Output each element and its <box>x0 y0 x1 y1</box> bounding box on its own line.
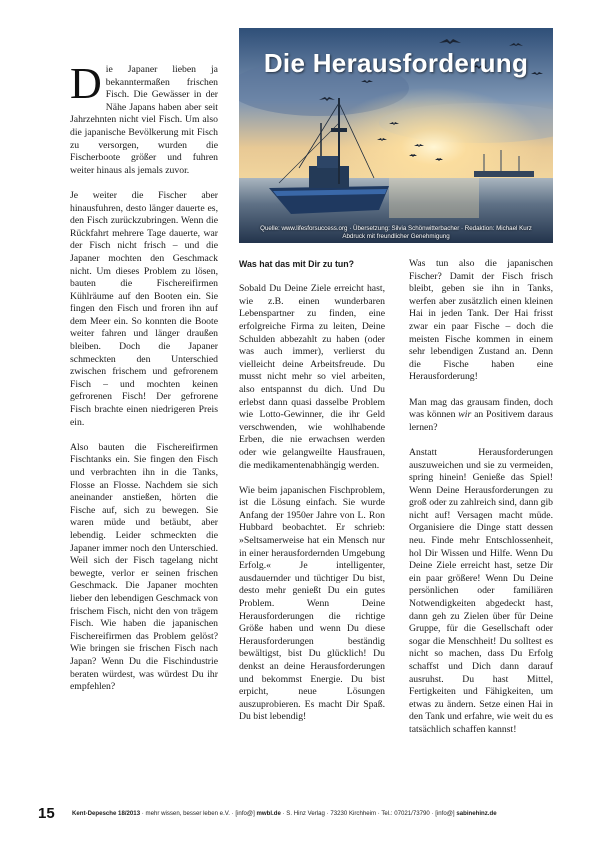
image-credit: Quelle: www.lifesforsuccess.org · Übersetzung: Silvia Schönwitterbacher · Redaktion: Michael Kurz Abdruck mit freundlicher Genehmigung <box>260 225 532 240</box>
article-column-2 <box>239 258 385 813</box>
paragraph: Was tun also die japanischen Fischer? Damit der Fisch frisch bleibt, geben sie ihn in Tanks, werfen aber zusätzlich einen kleinen Hai in jeden Tank. Der Hai frisst zwar ein paar Fische – doch die meisten Fische kommen in einem sehr lebendigen Zustand an. Denn die Fische haben eine Herausforderung! <box>409 258 553 383</box>
footer-link-mwbl[interactable]: mwbl.de <box>256 810 281 817</box>
paragraph: Wie beim japanischen Fischproblem, ist die Lösung einfach. Sie wurde Anfang der 1950er Jahre von L. Ron Hubbard beobachtet. Er schrieb: »Seltsamerweise hat ein Mensch nur in einer herausfordernden Umgebung Erfolg.« Je intelligenter, ausdauernder und tüchtiger Du bist, desto mehr genießt Du ein gutes Problem. Wenn Deine Herausforderungen die richtige Größe haben und wenn Du diese Herausforderungen beständig bewältigst, bist Du glücklich! Du denkst an deine Herausforderungen und bekommst Energie. Du bist erpicht, neue Lösungen auszuprobieren. Es macht Dir Spaß. Du bist lebendig! <box>239 484 385 723</box>
hero-image <box>239 28 553 243</box>
paragraph: Also bauten die Fischereifirmen Fischtanks ein. Sie fingen den Fisch und verbrachten ihn in die Tanks, Flosse an Flosse. Nachdem sie sich aneinander anstießen, hörten die Fische auf, sich zu bewegen. Sie waren müde und betäubt, aber lebendig. Leider schmeckten die Japaner immer noch den Unterschied. Weil sich der Fisch tagelang nicht bewegte, verlor er seinen frischen Geschmack. Die Japaner mochten lieber den lebendigen Geschmack von frischem Fisch, nicht den von trägem Fisch. Wie haben die japanischen Fischereifirmen das Problem gelöst? Wie bringen sie frischen Fisch nach Japan? Wenn Du die Fischindustrie beraten würdest, was würdest Du ihr empfehlen? <box>70 441 218 693</box>
paragraph: Man mag das grausam finden, doch was können wir an Positivem daraus lernen? <box>409 396 553 433</box>
paragraph: Sobald Du Deine Ziele erreicht hast, wie z.B. einen wunderbaren Lebenspartner zu finden, eine erfolgreiche Firma zu leiten, Deine Schulden abbezahlt zu haben (oder was auch immer), verlierst du vielleicht deine Arbeitsfreude. Du musst nicht mehr so viel arbeiten, also entspannst du dich. Und Du erlebst dann quasi dasselbe Problem wie Lotto-Gewinner, die ihr Geld verschwenden, wie wohlhabende Erben, die nie erwachsen werden oder wie gelangweilte Hausfrauen, die medikamentenabhängig werden. <box>239 283 385 471</box>
paragraph: Anstatt Herausforderungen auszuweichen und sie zu vermeiden, spring hinein! Genieße das Spiel! Wenn Deine Herausforderungen zu groß oder zu zahlreich sind, dann gib nicht auf! Versagen macht müde. Organisiere die Dinge statt dessen neu. Finde mehr Entschlossenheit, hol Dir Wissen und Hilfe. Wenn Du Deine Ziele erreicht hast, setze Dir ein paar größere! Wenn Du Deine persönlichen oder familiären Notwendigkeiten abgedeckt hast, dann geh zu Zielen über für Deine Gruppe, für die Gesellschaft oder sogar die Menschheit! Du solltest es nicht so machen, dass Du Erfolg schaffst und Dich dann darauf ausruhst. Du hast Mittel, Fertigkeiten und Fähigkeiten, um etwas zu ändern. Setze einen Hai in den Tank und erfahre, wie weit du es tatsächlich schaffen kannst! <box>409 446 553 735</box>
article-column-1 <box>70 64 218 812</box>
article-column-3 <box>409 258 553 813</box>
footer-link-sabinehinz[interactable]: sabinehinz.de <box>456 810 497 817</box>
paragraph: Je weiter die Fischer aber hinausfuhren, desto länger dauerte es, den Fisch zurückzubringen. Wenn die Rückfahrt mehrere Tage dauerte, war der Fisch nicht frisch – und die Japaner mochten den Geschmack nicht. Um dieses Problem zu lösen, bauten die Fischereifirmen Kühlräume auf den Booten ein. Sie fingen den Fisch und froren ihn auf dem Meer ein. So konnten die Boote weiter fahren und länger draußen bleiben. Doch die Japaner schmeckten den Unterschied zwischen frischem und gefrorenem Fisch – und mochten keinen gefrorenen Fisch! Der gefrorene Fisch brachte einen niedrigeren Preis ein. <box>70 189 218 428</box>
page-footer <box>38 807 558 823</box>
paragraph-intro: Die Japaner lieben ja bekanntermaßen frischen Fisch. Die Gewässer in der Nähe Japans haben aber seit Jahrzehnten nicht viel Fisch. Um also die japanische Bevölkerung mit Fisch zu versorgen, wurden die Fischerboote größer und fuhren weiter hinaus als jemals zuvor. <box>70 64 218 176</box>
page-number: 15 <box>38 805 55 822</box>
article-title: Die Herausforderung <box>263 48 529 78</box>
emphasis: wir <box>458 409 472 421</box>
footer-publication-info: Kent-Depesche 18/2013 · mehr wissen, besser leben e.V. · [info@] mwbl.de · S. Hinz Verlag · 73230 Kirchheim · Tel.: 07021/73790 · [info@] sabinehinz.de <box>72 810 497 817</box>
drop-cap: D <box>70 64 102 108</box>
section-subheading: Was hat das mit Dir zu tun? <box>239 259 355 269</box>
